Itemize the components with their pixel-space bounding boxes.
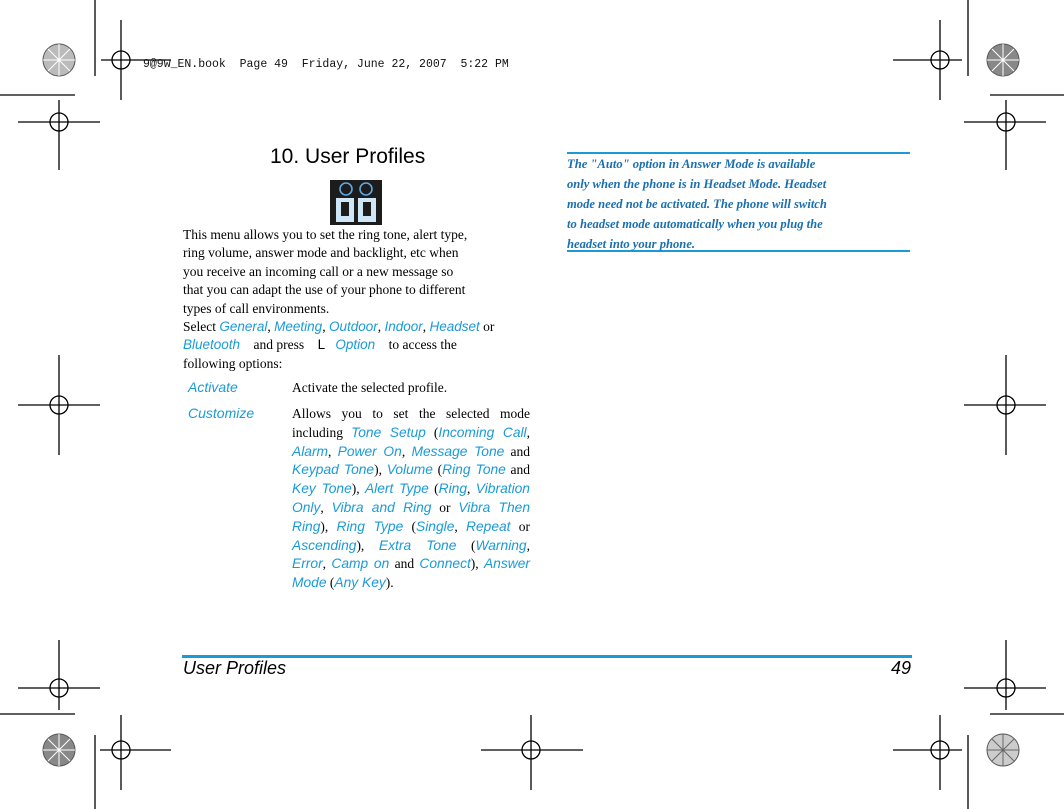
note-line: only when the phone is in Headset Mode. Headset (567, 177, 827, 191)
note-line: to headset mode automatically when you plug the (567, 217, 823, 231)
intro-line: This menu allows you to set the ring tone, alert type, (183, 227, 468, 242)
option-softkey: Option (335, 337, 376, 352)
option-label-activate: Activate (188, 379, 238, 395)
profile-general: General (219, 319, 268, 334)
profile-indoor: Indoor (384, 319, 423, 334)
note-line: The "Auto" option in Answer Mode is available (567, 157, 816, 171)
page-title: 10. User Profiles (270, 145, 426, 168)
option-label-customize: Customize (188, 405, 255, 421)
footer-section-title: User Profiles (183, 658, 287, 678)
option-desc-customize: Allows you to set the selected mode including Tone Setup (Incoming Call, Alarm, Power On, Message Tone and Keypad Tone), Volume (Ring Tone and Key Tone), Alert Type (Ring, Vibration Only, Vibra and Ring or Vibra Then Ring), Ring Type (Single, Repeat or Ascending), Extra Tone (Warning, Error, Camp on and Connect), Answer Mode (Any Key). (292, 406, 531, 591)
note-line: headset into your phone. (567, 237, 696, 251)
page-number: 49 (890, 658, 911, 678)
profile-headset: Headset (429, 319, 480, 334)
user-profiles-icon (330, 180, 382, 225)
following-options-line: following options: (183, 356, 283, 371)
select-profiles-line: Select General, Meeting, Outdoor, Indoor, Headset or (183, 319, 495, 334)
note-line: mode need not be activated. The phone will switch (567, 197, 827, 211)
intro-line: types of call environments. (183, 301, 330, 316)
profile-meeting: Meeting (274, 319, 323, 334)
print-file-stamp: 9@9w_EN.book Page 49 Friday, June 22, 2007 5:22 PM (143, 58, 509, 71)
press-option-line: Bluetooth and press L Option to access the (183, 337, 457, 352)
intro-line: ring volume, answer mode and backlight, etc when (183, 245, 459, 260)
note-box (567, 152, 910, 252)
footer-rule (182, 655, 912, 658)
left-softkey-icon: L (317, 337, 326, 352)
option-desc-activate: Activate the selected profile. (292, 380, 448, 395)
profile-outdoor: Outdoor (328, 319, 378, 334)
intro-line: you receive an incoming call or a new message so (183, 264, 454, 279)
intro-line: that you can adapt the use of your phone to different (183, 282, 466, 297)
profile-bluetooth: Bluetooth (183, 337, 241, 352)
